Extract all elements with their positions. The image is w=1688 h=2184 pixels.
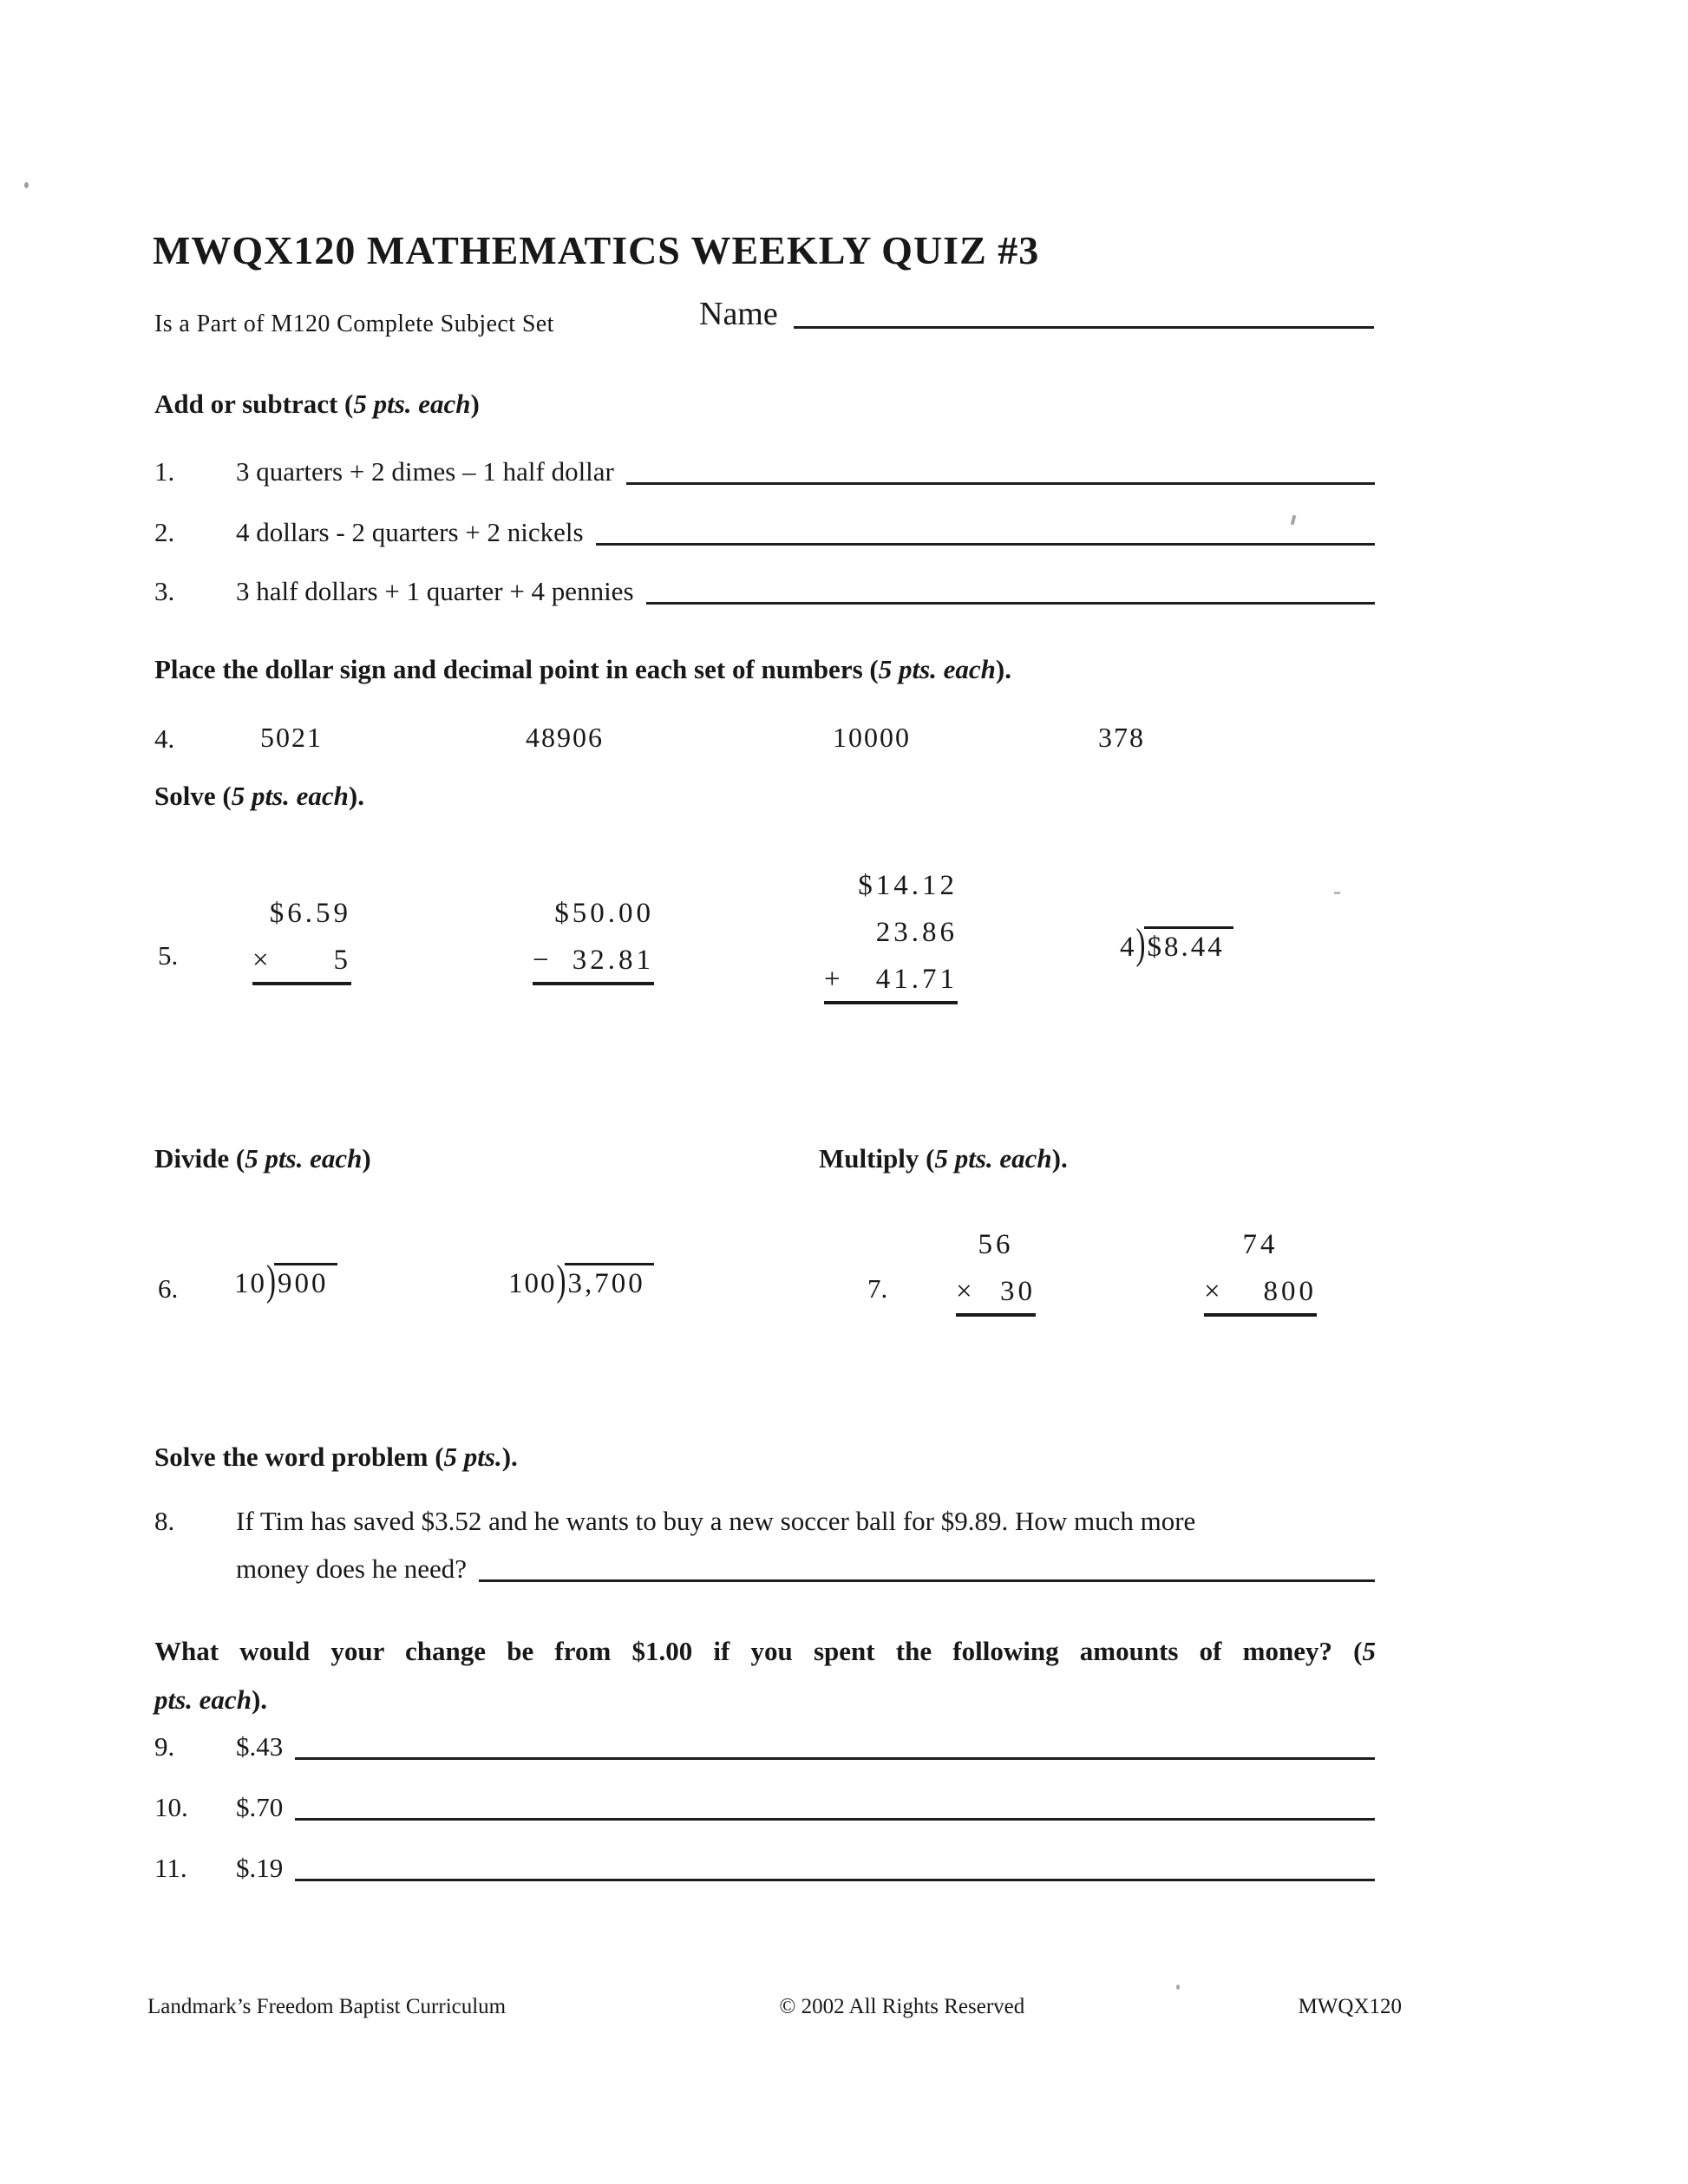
answer-line <box>479 1579 1375 1582</box>
question-text: money does he need? <box>236 1553 467 1584</box>
heading-text: Multiply ( <box>819 1143 935 1174</box>
question-row-3 <box>154 574 1375 609</box>
question-text: 3 half dollars + 1 quarter + 4 pennies <box>236 576 634 606</box>
subtrahend: 32.81 <box>572 945 654 976</box>
multiplicand: 74 <box>1242 1229 1279 1260</box>
question-number: 10. <box>154 1792 188 1822</box>
question-text: If Tim has saved $3.52 and he wants to buy a new soccer ball for $9.89. How much more <box>236 1506 1196 1536</box>
divisor: 10 <box>234 1268 266 1299</box>
question-text: $.43 <box>236 1731 284 1762</box>
q5-multiplication-problem <box>252 890 351 985</box>
page-title: MWQX120 MATHEMATICS WEEKLY QUIZ #3 <box>153 228 1040 272</box>
heading-line-2 <box>154 1676 1376 1724</box>
q5-addition-problem <box>824 862 958 1004</box>
heading-text: ) <box>470 389 480 419</box>
name-answer-line <box>794 326 1374 329</box>
section-heading-place-dollar <box>154 654 1011 685</box>
heading-text: ). <box>251 1684 268 1715</box>
multiply-operator: × <box>1204 1276 1224 1307</box>
answer-line <box>646 602 1375 605</box>
scan-artifact <box>1334 892 1340 894</box>
scan-artifact <box>24 182 29 188</box>
name-label: Name <box>699 296 778 332</box>
heading-text: What would your change be from $1.00 if you spent the following amounts of money? ( <box>154 1636 1363 1666</box>
q5-division-problem <box>1120 921 1233 969</box>
heading-points: pts. each <box>154 1684 252 1715</box>
answer-line <box>626 482 1375 485</box>
question-number: 9. <box>154 1731 175 1762</box>
question-text: 4 dollars - 2 quarters + 2 nickels <box>236 517 584 547</box>
q7-multiplication-problem-2 <box>1204 1221 1317 1317</box>
section-heading-solve <box>154 781 364 812</box>
question-text: $.19 <box>236 1853 284 1883</box>
footer-copyright: © 2002 All Rights Reserved <box>779 1995 1025 2018</box>
page-footer <box>147 1995 1402 2019</box>
answer-line <box>596 543 1375 546</box>
heading-text: ) <box>362 1143 371 1174</box>
question-number: 5. <box>158 940 179 971</box>
question-number: 11. <box>154 1853 187 1883</box>
addend: 23.86 <box>875 917 958 948</box>
number-set: 5021 <box>260 722 323 753</box>
scan-artifact <box>1176 1985 1180 1990</box>
heading-line-1 <box>154 1627 1376 1676</box>
heading-points: 5 pts. each <box>353 389 471 419</box>
heading-points: 5 pts. <box>443 1442 502 1472</box>
question-row-11 <box>154 1851 1375 1886</box>
name-field <box>699 297 1374 333</box>
multiplier: 5 <box>333 945 351 976</box>
question-number: 7. <box>867 1273 888 1304</box>
dividend: $8.44 <box>1144 926 1233 963</box>
question-number: 4. <box>154 723 175 754</box>
heading-text: Add or subtract ( <box>154 389 354 419</box>
addend: $14.12 <box>858 870 958 901</box>
multiplicand: $6.59 <box>269 898 351 929</box>
heading-text: ). <box>995 654 1011 684</box>
footer-code: MWQX120 <box>1298 1995 1402 2018</box>
dividend: 3,700 <box>565 1263 654 1299</box>
heading-text: Place the dollar sign and decimal point in each set of numbers ( <box>154 654 879 684</box>
answer-line <box>295 1879 1375 1881</box>
multiply-operator: × <box>252 945 272 976</box>
question-row-8 <box>154 1504 1375 1539</box>
divisor: 4 <box>1120 932 1136 963</box>
section-heading-multiply <box>819 1143 1068 1174</box>
multiplier: 800 <box>1263 1276 1317 1307</box>
heading-text: ). <box>1051 1143 1068 1174</box>
heading-points: 5 pts. each <box>878 654 996 684</box>
heading-points: 5 <box>1362 1636 1376 1666</box>
section-heading-divide <box>154 1143 371 1174</box>
divisor: 100 <box>508 1268 557 1299</box>
question-number: 1. <box>154 456 175 487</box>
number-set: 10000 <box>833 722 911 753</box>
division-bracket: ) <box>556 1258 566 1305</box>
footer-publisher: Landmark’s Freedom Baptist Curriculum <box>147 1995 507 2018</box>
section-heading-add-subtract <box>154 389 480 420</box>
q5-subtraction-problem <box>533 890 654 985</box>
question-text: 3 quarters + 2 dimes – 1 half dollar <box>236 456 614 487</box>
heading-points: 5 pts. each <box>231 781 349 811</box>
subtitle: Is a Part of M120 Complete Subject Set <box>154 311 554 337</box>
multiplicand: 56 <box>978 1229 1014 1260</box>
heading-text: Solve ( <box>154 781 232 811</box>
question-row-10 <box>154 1790 1375 1825</box>
question-number: 2. <box>154 517 175 547</box>
question-row-9 <box>154 1730 1375 1764</box>
number-set: 378 <box>1098 722 1145 753</box>
division-bracket: ) <box>1135 921 1146 969</box>
question-row-8-continued <box>236 1552 1375 1586</box>
heading-points: 5 pts. each <box>934 1143 1052 1174</box>
question-number: 8. <box>154 1506 175 1536</box>
heading-text: ). <box>501 1442 518 1472</box>
q7-multiplication-problem-1 <box>956 1221 1036 1317</box>
dividend: 900 <box>274 1263 337 1299</box>
question-number: 6. <box>158 1273 179 1304</box>
minuend: $50.00 <box>554 898 654 929</box>
multiply-operator: × <box>956 1276 976 1307</box>
number-set: 48906 <box>526 722 604 753</box>
answer-line <box>295 1818 1375 1821</box>
question-row-4 <box>154 723 174 755</box>
addend: 41.71 <box>875 964 958 995</box>
heading-text: ). <box>348 781 364 811</box>
heading-text: Divide ( <box>154 1143 245 1174</box>
question-text: $.70 <box>236 1792 284 1822</box>
section-heading-word-problem <box>154 1442 518 1473</box>
section-heading-change <box>154 1627 1376 1724</box>
q6-division-problem-2 <box>508 1258 654 1305</box>
heading-points: 5 pts. each <box>245 1143 363 1174</box>
heading-text: Solve the word problem ( <box>154 1442 444 1472</box>
q6-division-problem-1 <box>234 1258 337 1305</box>
question-row-1 <box>154 454 1375 489</box>
minus-operator: − <box>533 945 553 976</box>
question-number: 3. <box>154 576 175 606</box>
multiplier: 30 <box>1000 1276 1036 1307</box>
question-row-2 <box>154 515 1375 550</box>
answer-line <box>295 1757 1375 1760</box>
division-bracket: ) <box>266 1258 276 1305</box>
plus-operator: + <box>824 964 844 995</box>
